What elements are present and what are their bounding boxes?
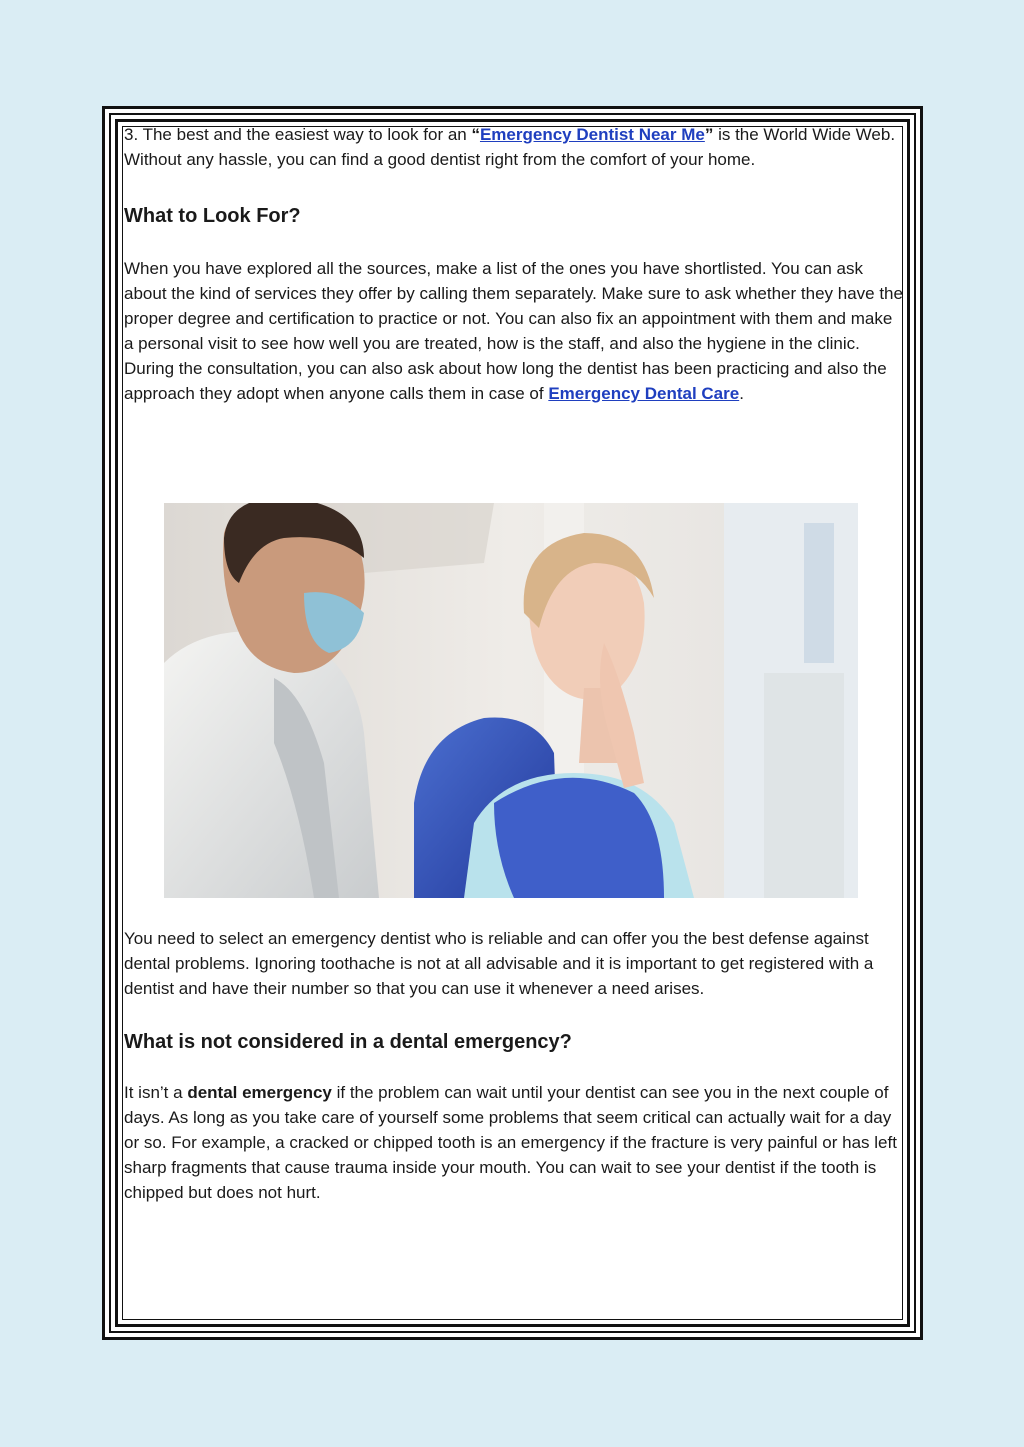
not-emergency-text: It isn’t a	[124, 1083, 188, 1102]
look-for-text: When you have explored all the sources, make a list of the ones you have shortlisted. You can ask about the kind of services they offer by calling them separately. Make sure to ask whether they have the proper degree and certification to practice or not. You can also fix an appointment with them and make a personal visit to see how well you are treated, how is the staff, and also the hygiene in the clinic. During the consultation, you can also ask about how long the dentist has been practicing and also the approach they adopt when anyone calls them in case of	[124, 259, 903, 403]
dental-emergency-bold: dental emergency	[187, 1083, 332, 1102]
emergency-dental-care-link[interactable]: Emergency Dental Care	[548, 384, 740, 403]
heading-what-to-look-for: What to Look For?	[124, 205, 301, 227]
dentist-patient-photo	[164, 503, 858, 898]
period: .	[739, 384, 744, 403]
not-emergency-text-end: if the problem can wait until your dentist can see you in the next couple of days. As long as you take care of yourself some problems that seem critical can actually wait for a day or so. For example, a cracked or chipped tooth is an emergency if the fracture is very painful or has left sharp fragments that cause trauma inside your mouth. You can wait to see your dentist if the tooth is chipped but does not hurt.	[124, 1083, 897, 1202]
quote-close: ”	[704, 125, 714, 144]
emergency-dentist-near-me-link[interactable]: Emergency Dentist Near Me	[479, 125, 705, 144]
intro-text-end: is the World Wide Web. Without any hassle, you can find a good dentist right from the comfort of your home.	[124, 125, 896, 169]
not-emergency-paragraph	[124, 1080, 904, 1205]
intro-paragraph	[124, 122, 904, 172]
look-for-paragraph	[124, 256, 904, 406]
select-dentist-paragraph: You need to select an emergency dentist who is reliable and can offer you the best defense against dental problems. Ignoring toothache is not at all advisable and it is important to get registered with a dentist and have their number so that you can use it whenever a need arises.	[124, 929, 874, 998]
photo-illustration	[164, 503, 858, 898]
intro-text: 3. The best and the easiest way to look for an	[124, 125, 472, 144]
heading-not-emergency: What is not considered in a dental emergency?	[124, 1031, 572, 1053]
article-content-lower	[124, 926, 904, 1205]
article-content	[124, 122, 904, 406]
quote-open: “	[471, 125, 480, 144]
